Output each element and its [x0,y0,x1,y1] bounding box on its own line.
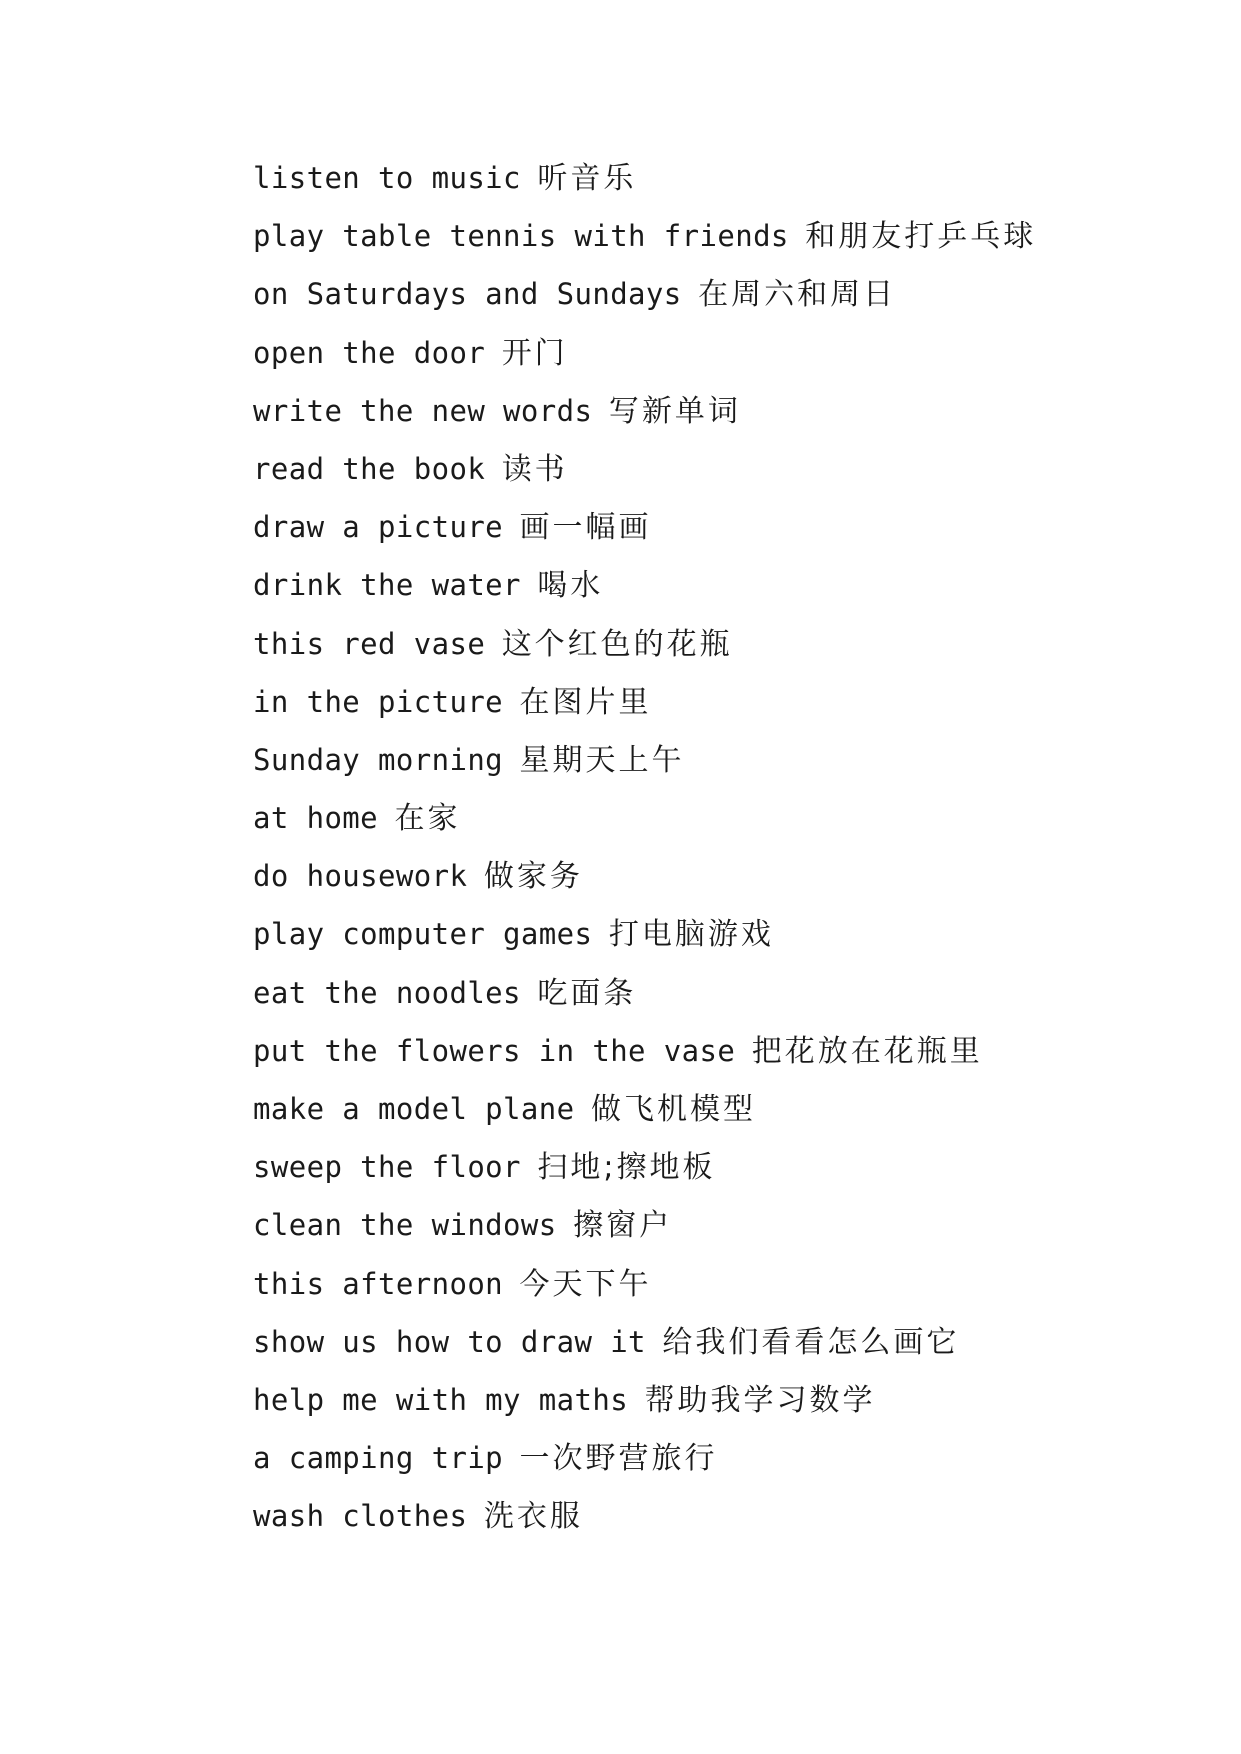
phrase-row [253,1031,1036,1089]
phrase-english: Sunday morning [253,742,504,777]
phrase-chinese: 吃面条 [537,975,637,1011]
phrase-row [253,565,1036,623]
phrase-row [253,274,1036,332]
phrase-row [253,856,1036,914]
phrase-row [253,1264,1036,1322]
phrase-english: draw a picture [253,510,504,545]
phrase-english: a camping trip [253,1441,504,1476]
phrase-chinese: 写新单词 [608,393,741,429]
phrase-english: drink the water [253,568,521,603]
phrase-chinese: 今天下午 [519,1266,652,1302]
phrase-english: open the door [253,335,486,370]
phrase-chinese: 在图片里 [519,684,652,720]
phrase-row [253,158,1036,216]
phrase-row [253,624,1036,682]
phrase-chinese: 和朋友打乒乓球 [805,219,1037,255]
phrase-english: on Saturdays and Sundays [253,277,682,312]
phrase-chinese: 在家 [394,801,461,837]
phrase-row [253,1089,1036,1147]
phrase-chinese: 一次野营旅行 [519,1441,718,1477]
phrase-row [253,740,1036,798]
phrase-row [253,1380,1036,1438]
phrase-row [253,1322,1036,1380]
phrase-row [253,1438,1036,1496]
phrase-chinese: 扫地;擦地板 [537,1150,716,1186]
phrase-row [253,798,1036,856]
phrase-row [253,1496,1036,1554]
phrase-chinese: 喝水 [537,568,604,604]
phrase-chinese: 帮助我学习数学 [644,1382,876,1418]
phrase-row [253,216,1036,274]
phrase-english: help me with my maths [253,1382,629,1417]
phrase-english: eat the noodles [253,975,521,1010]
phrase-chinese: 做飞机模型 [590,1092,756,1127]
phrase-chinese: 星期天上午 [519,742,685,778]
phrase-english: show us how to draw it [253,1324,646,1359]
phrase-chinese: 做家务 [483,859,583,895]
phrase-chinese: 读书 [501,451,568,487]
phrase-english: in the picture [253,684,504,719]
phrase-row [253,507,1036,565]
phrase-row [253,449,1036,507]
phrase-english: put the flowers in the vase [253,1033,736,1068]
phrase-english: make a model plane [253,1092,575,1126]
phrase-chinese: 洗衣服 [483,1499,583,1535]
phrase-chinese: 听音乐 [537,161,637,196]
phrase-row [253,391,1036,449]
phrase-row [253,914,1036,972]
phrase-row [253,682,1036,740]
phrase-chinese: 这个红色的花瓶 [501,626,733,662]
phrase-english: play computer games [253,917,593,952]
phrase-english: this afternoon [253,1266,504,1301]
phrase-english: play table tennis with friends [253,219,789,254]
phrase-english: this red vase [253,626,486,661]
phrase-chinese: 画一幅画 [519,510,652,546]
phrase-english: at home [253,801,379,836]
phrase-row [253,1205,1036,1263]
phrase-chinese: 给我们看看怎么画它 [662,1324,960,1360]
phrase-chinese: 打电脑游戏 [608,917,774,953]
phrase-chinese: 把花放在花瓶里 [751,1033,983,1069]
phrase-english: do housework [253,859,468,894]
phrase-chinese: 擦窗户 [573,1208,673,1244]
phrase-chinese: 在周六和周日 [698,277,897,313]
phrase-row [253,333,1036,391]
phrase-chinese: 开门 [501,335,568,371]
phrase-list [253,158,1036,1555]
phrase-english: sweep the floor [253,1150,521,1185]
phrase-english: clean the windows [253,1208,557,1243]
phrase-english: read the book [253,451,486,486]
phrase-english: listen to music [253,161,521,195]
phrase-english: write the new words [253,393,593,428]
phrase-row [253,973,1036,1031]
phrase-row [253,1147,1036,1205]
phrase-english: wash clothes [253,1499,468,1534]
